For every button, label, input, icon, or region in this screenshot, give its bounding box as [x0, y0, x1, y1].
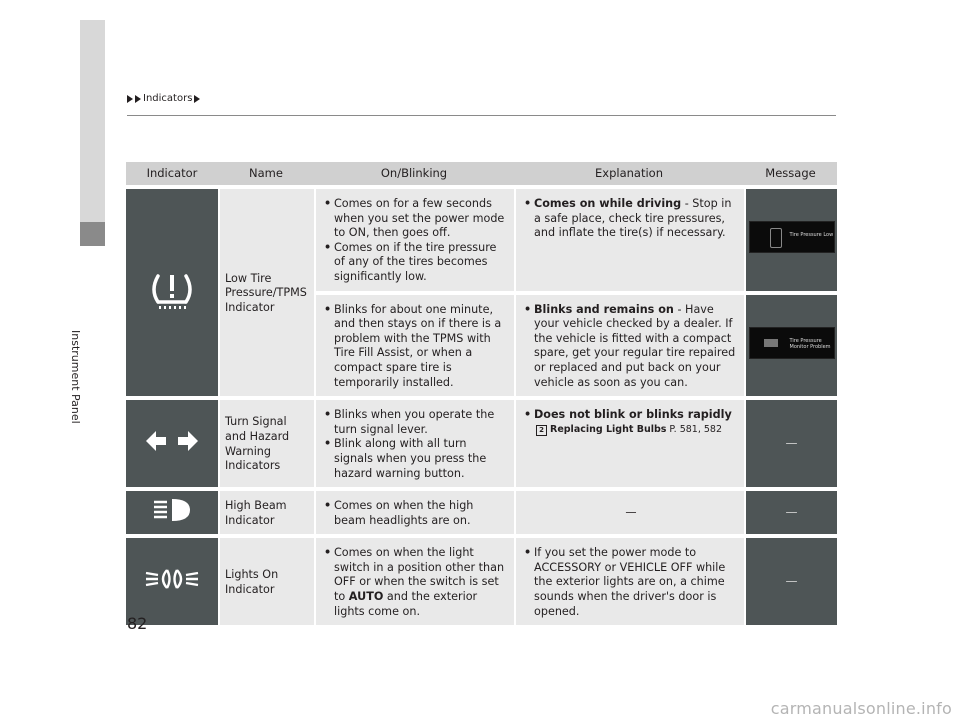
lights-explanation-cell — [514, 538, 744, 625]
indicator-table — [126, 158, 837, 629]
header-message: Message — [744, 162, 837, 185]
header-explanation: Explanation — [514, 162, 744, 185]
page-reference-icon: 2 — [536, 425, 547, 436]
tpms-icon-cell — [126, 189, 218, 396]
table-row — [126, 400, 837, 487]
explanation-text: - Have your vehicle checked by a dealer. If the vehicle is fitted with a compact spare, get your regular tire repaired or replaced and put back on your vehicle as soon as you can. — [534, 302, 736, 389]
message-text: Tire Pressure Monitor Problem — [789, 338, 831, 351]
table-row — [126, 538, 837, 625]
tire-pressure-warning-icon — [148, 266, 196, 314]
breadcrumb-label[interactable]: Indicators — [143, 93, 193, 104]
breadcrumb-arrow-icon — [127, 95, 133, 103]
section-tab — [80, 222, 105, 246]
header-name: Name — [218, 162, 314, 185]
turn-icon-cell — [126, 400, 218, 487]
table-header-row — [126, 162, 837, 185]
list-item — [324, 546, 508, 619]
message-dash: — — [785, 573, 798, 588]
lights-on-cell — [314, 538, 514, 625]
page-number: 82 — [127, 614, 148, 633]
lights-name: Lights On Indicator — [218, 538, 314, 625]
list-item — [524, 408, 738, 423]
turn-signal-arrows-icon — [144, 426, 200, 456]
highbeam-message-cell — [744, 491, 837, 534]
message-dash: — — [785, 504, 798, 519]
tpms-on-cell-1 — [314, 189, 514, 291]
message-screen — [749, 327, 835, 359]
car-outline-icon — [770, 228, 782, 248]
sidebar-strip — [80, 20, 105, 222]
turn-name: Turn Signal and Hazard Warning Indicators — [218, 400, 314, 487]
side-section-label: Instrument Panel — [69, 330, 82, 424]
explanation-bold: Does not blink or blinks rapidly — [534, 408, 732, 422]
on-text-bold: AUTO — [348, 590, 384, 604]
highbeam-name: High Beam Indicator — [218, 491, 314, 534]
on-text-b: and the exterior lights come on. — [334, 590, 478, 618]
reference-pages: P. 581, 582 — [669, 423, 723, 435]
list-item: • Comes on if the tire pressure of any of the tires becomes significantly low. — [324, 241, 508, 285]
tpms-name: Low Tire Pressure/TPMS Indicator — [218, 189, 314, 396]
tpms-explanation-cell-1 — [514, 189, 744, 291]
page-reference[interactable] — [524, 423, 738, 438]
explanation-text: - Stop in a safe place, check tire pressures, and inflate the tire(s) if necessary. — [534, 197, 732, 240]
message-dash: — — [785, 435, 798, 450]
lights-icon-cell — [126, 538, 218, 625]
header-on-blinking: On/Blinking — [314, 162, 514, 185]
list-item: • Comes on when the high beam headlights are on. — [324, 499, 508, 528]
list-item: • Comes on for a few seconds when you set the power mode to ON, then goes off. — [324, 197, 508, 241]
header-indicator: Indicator — [126, 162, 218, 185]
turn-explanation-cell — [514, 400, 744, 487]
breadcrumb — [127, 93, 200, 104]
tpms-message-cell-2 — [744, 295, 837, 397]
lights-on-icon — [142, 564, 202, 594]
list-item: • If you set the power mode to ACCESSORY or VEHICLE OFF while the exterior lights are on, a chime sounds when the driver's door is opened. — [524, 546, 738, 619]
list-item — [524, 197, 738, 241]
warning-panel-icon — [764, 339, 778, 347]
tpms-on-cell-2 — [314, 295, 514, 397]
header-rule — [127, 115, 836, 116]
table-row — [126, 189, 837, 291]
turn-on-cell — [314, 400, 514, 487]
highbeam-icon-cell — [126, 491, 218, 534]
list-item: • Blink along with all turn signals when you press the hazard warning button. — [324, 437, 508, 481]
lights-message-cell — [744, 538, 837, 625]
watermark: carmanualsonline.info — [770, 699, 952, 718]
high-beam-icon — [150, 495, 194, 525]
message-screen — [749, 221, 835, 253]
explanation-bold: Comes on while driving — [534, 197, 682, 210]
list-item — [524, 303, 738, 391]
breadcrumb-arrow-icon — [194, 95, 200, 103]
tpms-message-cell-1 — [744, 189, 837, 291]
on-text-a: Comes on when the light switch in a position other than OFF or when the switch is set to — [334, 546, 505, 604]
explanation-bold: Blinks and remains on — [534, 302, 674, 316]
turn-message-cell — [744, 400, 837, 487]
table-row — [126, 491, 837, 534]
highbeam-explanation-cell: — — [514, 491, 744, 534]
list-item: • Blinks when you operate the turn signal lever. — [324, 408, 508, 437]
list-item: • Blinks for about one minute, and then stays on if there is a problem with the TPMS with Tire Fill Assist, or when a compact spare tire is temporarily installed. — [324, 303, 508, 391]
tpms-explanation-cell-2 — [514, 295, 744, 397]
reference-label: Replacing Light Bulbs — [550, 423, 667, 435]
message-text: Tire Pressure Low — [789, 232, 834, 239]
breadcrumb-arrow-icon — [135, 95, 141, 103]
highbeam-on-cell — [314, 491, 514, 534]
